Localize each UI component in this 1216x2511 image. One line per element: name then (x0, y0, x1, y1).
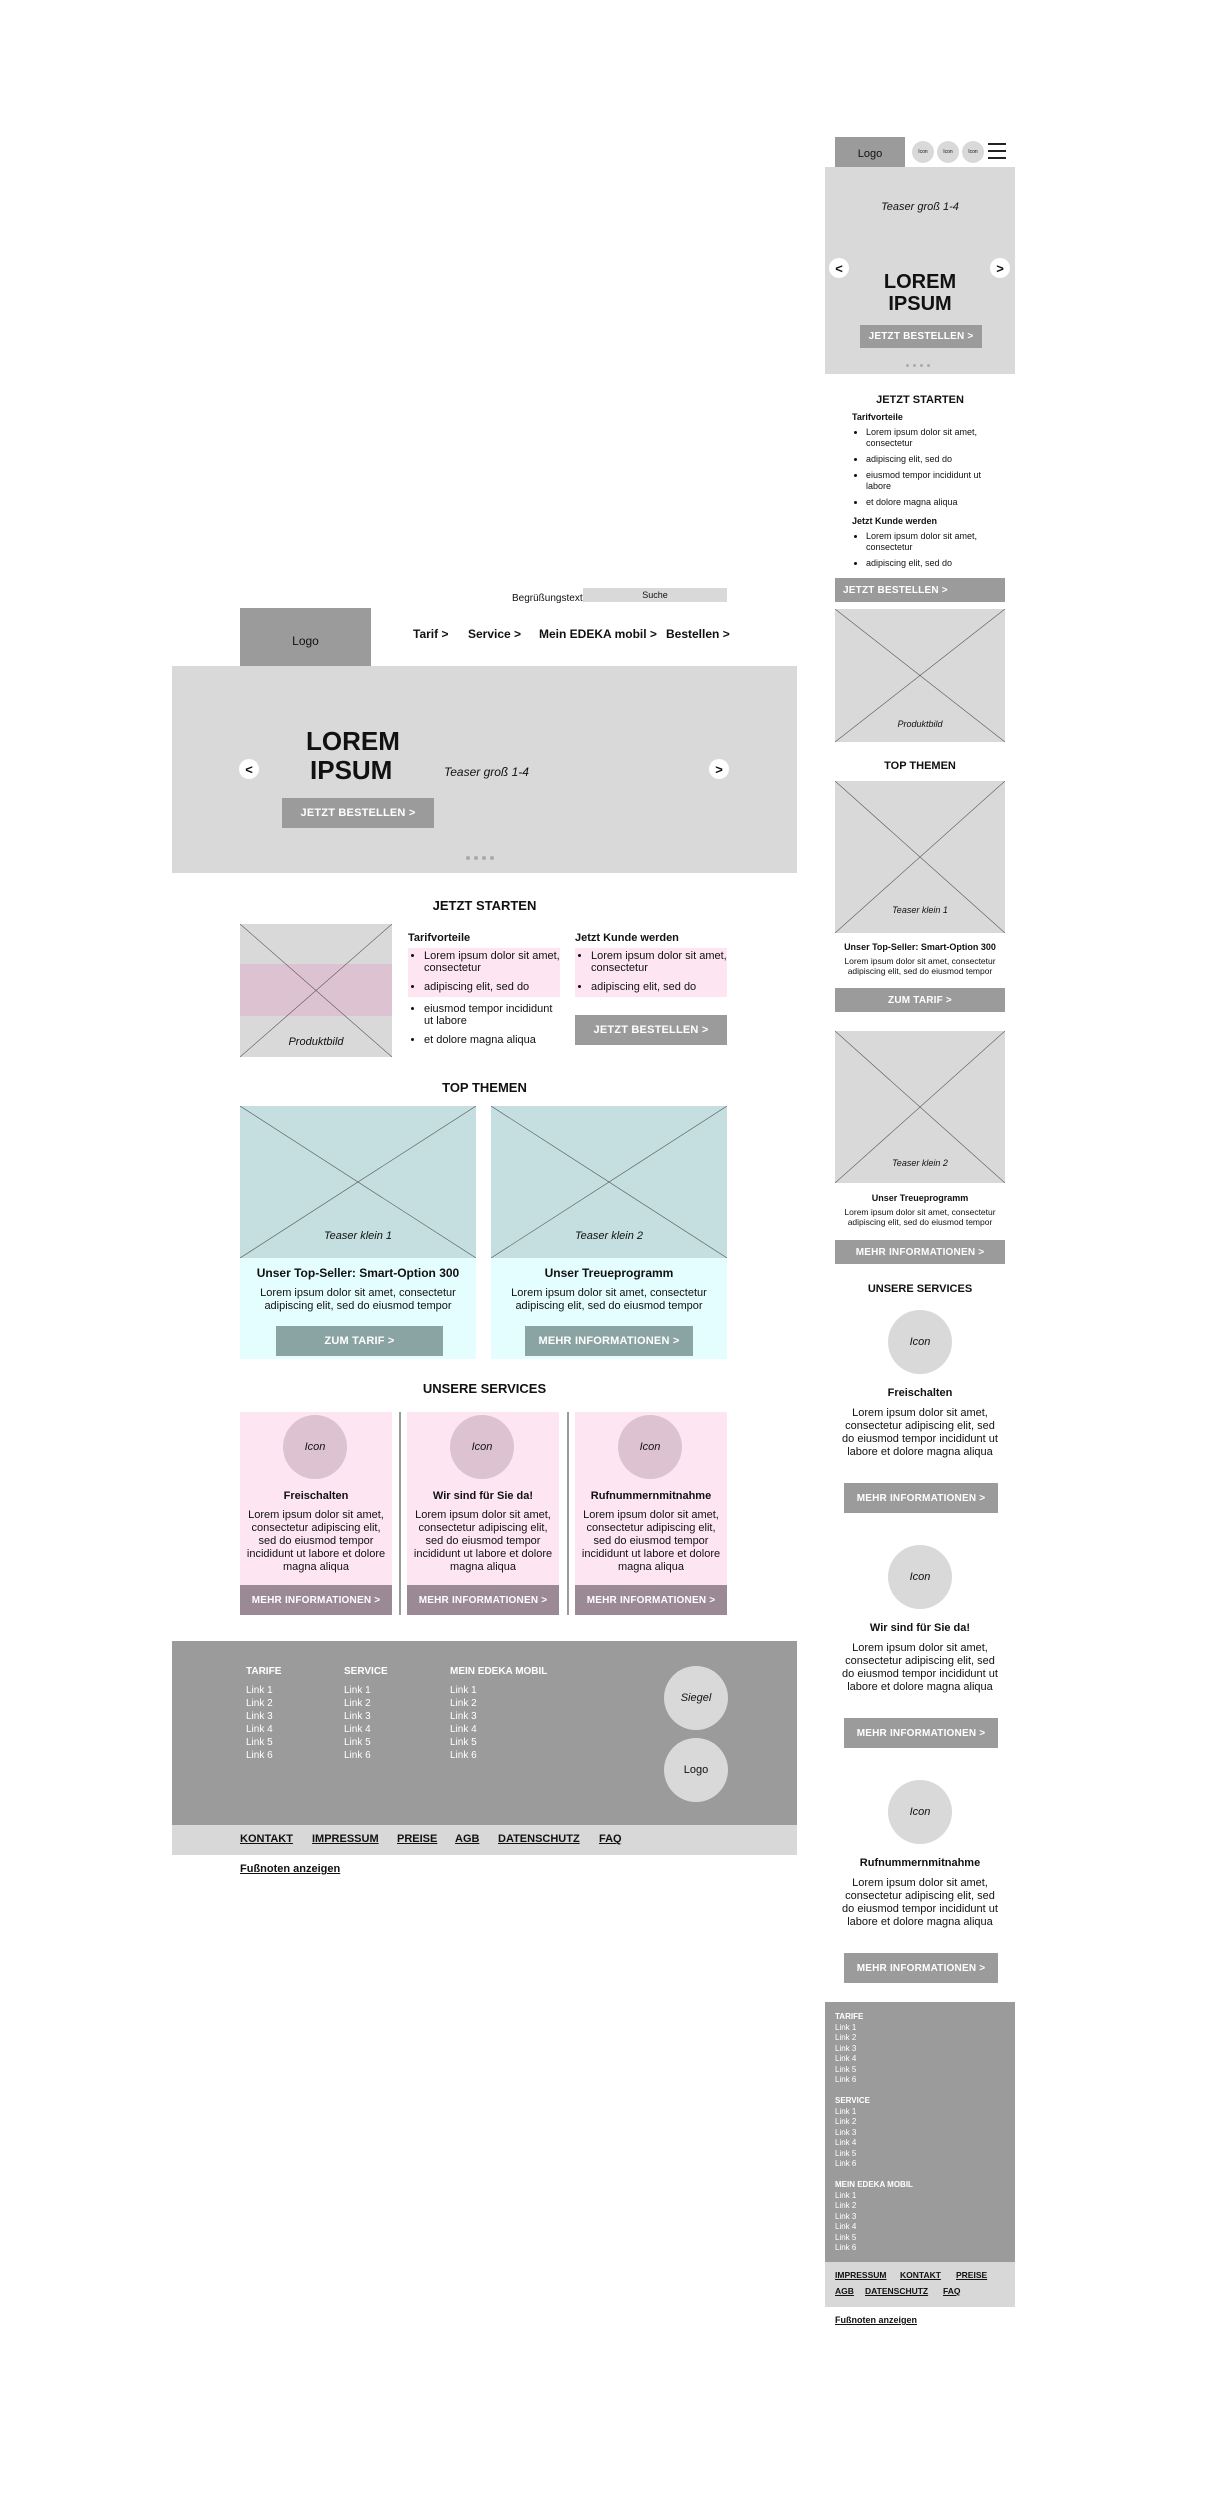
footer-col-title: MEIN EDEKA MOBIL (835, 2180, 913, 2189)
footer-link[interactable]: Link 1 (835, 2106, 857, 2116)
mobile-service-more-info-button[interactable] (844, 1718, 998, 1748)
footer-logo[interactable] (664, 1738, 728, 1802)
mobile-service-more-info-button-label: MEHR INFORMATIONEN > (856, 1962, 986, 1974)
legal-link-datenschutz[interactable]: DATENSCHUTZ (865, 2286, 929, 2296)
mobile-service-title: Freischalten (887, 1387, 953, 1399)
hero-order-button[interactable] (282, 798, 434, 828)
hamburger-menu-icon[interactable] (988, 143, 1006, 159)
footer-link[interactable]: Link 5 (344, 1737, 371, 1748)
mobile-hero-title-line-1: LOREM (883, 271, 957, 293)
footer-link[interactable]: Link 6 (246, 1750, 273, 1761)
service-card-2 (407, 1412, 559, 1615)
mobile-theme-image-label: Teaser klein 2 (892, 1158, 948, 1168)
mobile-logo-label: Logo (857, 147, 883, 160)
mobile-start-heading: JETZT STARTEN (876, 394, 964, 406)
footnotes-link[interactable]: Fußnoten anzeigen (240, 1863, 341, 1875)
nav-item-tarif[interactable]: Tarif > (413, 627, 449, 641)
legal-link-impressum[interactable]: IMPRESSUM (835, 2270, 887, 2280)
nav-item-service[interactable]: Service > (468, 627, 522, 641)
mobile-service-title: Rufnummernmitnahme (859, 1857, 981, 1869)
footer-link[interactable]: Link 6 (344, 1750, 371, 1761)
become-customer-title: Jetzt Kunde werden (575, 932, 679, 944)
list-item: • Lorem ipsum dolor sit amet, consectetur (424, 950, 560, 974)
footer-link[interactable]: Link 5 (835, 2232, 857, 2242)
theme-card-text: Lorem ipsum dolor sit amet, consectetur adipiscing elit, sed do eiusmod tempor (511, 1287, 707, 1312)
legal-link-impressum[interactable]: IMPRESSUM (312, 1833, 379, 1845)
list-item: • adipiscing elit, sed do (591, 981, 727, 993)
mobile-service-more-info-button-label: MEHR INFORMATIONEN > (856, 1727, 986, 1739)
hero-teaser-label: Teaser groß 1-4 (444, 765, 529, 779)
footer-link[interactable]: Link 4 (835, 2054, 857, 2063)
product-image (240, 924, 392, 1057)
mobile-footer-col-mein-edeka-mobil (835, 2180, 913, 2254)
mobile-footer-col-service (835, 2096, 870, 2170)
theme-card-image-label: Teaser klein 2 (574, 1230, 644, 1242)
footer-link[interactable]: Link 3 (344, 1711, 371, 1722)
service-divider (399, 1412, 401, 1615)
seal-label: Siegel (680, 1692, 712, 1704)
mobile-service-icon-label: Icon (909, 1806, 931, 1818)
legal-link-agb[interactable]: AGB (835, 2286, 854, 2296)
nav-item-bestellen[interactable]: Bestellen > (666, 627, 730, 641)
legal-link-agb[interactable]: AGB (455, 1833, 480, 1845)
service-title: Rufnummernmitnahme (590, 1490, 712, 1502)
mobile-theme-text: Lorem ipsum dolor sit amet, consectetur adipiscing elit, sed do eiusmod tempor (844, 956, 996, 976)
start-heading: JETZT STARTEN (432, 898, 537, 913)
mobile-zum-tarif-button-label: ZUM TARIF > (888, 994, 952, 1006)
mobile-service-title: Wir sind für Sie da! (869, 1622, 971, 1634)
hero-next-arrow[interactable] (709, 759, 729, 779)
mobile-service-more-info-button[interactable] (844, 1483, 998, 1513)
footer-logo-label: Logo (683, 1764, 709, 1776)
service-divider (567, 1412, 569, 1615)
mobile-service-icon (888, 1310, 952, 1374)
service-icon-label: Icon (639, 1441, 661, 1453)
benefit-highlight (408, 948, 560, 997)
service-title: Freischalten (283, 1490, 349, 1502)
legal-link-faq[interactable]: FAQ (943, 2286, 961, 2296)
zum-tarif-button-label: ZUM TARIF > (324, 1335, 395, 1347)
search-placeholder: Suche (642, 590, 668, 600)
theme-card-image (240, 1106, 476, 1258)
footer-link[interactable]: Link 3 (835, 2127, 857, 2137)
mobile-service-icon-label: Icon (909, 1571, 931, 1583)
mobile-theme-image-1[interactable] (835, 781, 1005, 933)
mobile-start-order-button-label: JETZT BESTELLEN > (843, 584, 948, 596)
header-icon-1[interactable] (912, 141, 934, 163)
mobile-theme-title: Unser Treueprogramm (871, 1193, 969, 1203)
legal-link-datenschutz[interactable]: DATENSCHUTZ (498, 1833, 580, 1845)
footer-link[interactable]: Link 4 (450, 1724, 477, 1735)
list-item: • adipiscing elit, sed do (424, 981, 560, 993)
service-text: Lorem ipsum dolor sit amet, consectetur adipiscing elit, sed do eiusmod tempor incididunt ut labore et dolore magna aliqua (413, 1509, 553, 1573)
footer-link[interactable]: Link 6 (835, 2159, 857, 2168)
nav-item-mein-edeka-mobil[interactable]: Mein EDEKA mobil > (539, 627, 657, 641)
footer (172, 1641, 797, 1825)
footer-link[interactable]: Link 1 (835, 2190, 857, 2200)
footer-link[interactable]: Link 5 (835, 2064, 857, 2074)
header-icon-label: Icon (968, 149, 978, 155)
start-order-button[interactable] (575, 1015, 727, 1045)
hero-prev-arrow[interactable] (239, 759, 259, 779)
legal-link-kontakt[interactable]: KONTAKT (900, 2270, 941, 2280)
mobile-product-image (835, 609, 1005, 742)
service-text: Lorem ipsum dolor sit amet, consectetur adipiscing elit, sed do eiusmod tempor incididunt ut labore et dolore magna aliqua (246, 1509, 386, 1573)
list-item: • et dolore magna aliqua (866, 497, 1002, 508)
mobile-footer-col-tarife (835, 2012, 863, 2086)
mobile-footer-legal-bar (825, 2262, 1015, 2307)
service-icon-label: Icon (304, 1441, 326, 1453)
footer-link[interactable]: Link 3 (246, 1711, 273, 1722)
list-item: • Lorem ipsum dolor sit amet, consectetur (866, 427, 1002, 449)
footer-col-title: TARIFE (835, 2012, 864, 2021)
chevron-right-icon: > (715, 761, 723, 777)
footer-col-title: MEIN EDEKA MOBIL (450, 1666, 548, 1677)
footer-legal-bar (172, 1825, 797, 1855)
mobile-footnotes-link[interactable]: Fußnoten anzeigen (835, 2315, 917, 2325)
footer-link[interactable]: Link 2 (344, 1698, 371, 1709)
footer-link[interactable]: Link 3 (835, 2211, 857, 2221)
service-more-info-button-label: MEHR INFORMATIONEN > (418, 1594, 548, 1606)
footer-link[interactable]: Link 5 (450, 1737, 477, 1748)
mobile-start-order-button[interactable] (835, 578, 1005, 602)
mobile-theme-title: Unser Top-Seller: Smart-Option 300 (844, 942, 996, 952)
service-more-info-button-label: MEHR INFORMATIONEN > (586, 1594, 716, 1606)
list-item: • eiusmod tempor incididunt ut labore (424, 1003, 560, 1027)
logo[interactable] (240, 608, 371, 674)
hero-order-button-label: JETZT BESTELLEN > (300, 807, 416, 819)
mobile-footer (825, 2002, 1015, 2262)
legal-link-faq[interactable]: FAQ (599, 1833, 622, 1845)
customer-highlight (575, 948, 727, 997)
mobile-service-more-info-button-label: MEHR INFORMATIONEN > (856, 1492, 986, 1504)
service-more-info-button-label: MEHR INFORMATIONEN > (251, 1594, 381, 1606)
mobile-product-image-label: Produktbild (897, 719, 943, 729)
footer-link[interactable]: Link 2 (835, 2201, 857, 2210)
footer-col-mein-edeka-mobil (450, 1665, 547, 1762)
chevron-right-icon: > (996, 260, 1004, 276)
service-more-info-button[interactable] (407, 1585, 559, 1615)
service-card-1 (240, 1412, 392, 1615)
mobile-service-text: Lorem ipsum dolor sit amet, consectetur adipiscing elit, sed do eiusmod tempor incididunt ut labore et dolore magna aliqua (842, 1877, 998, 1928)
theme-card-title: Unser Treueprogramm (544, 1266, 674, 1280)
start-order-button-label: JETZT BESTELLEN > (593, 1024, 709, 1036)
mobile-service-icon (888, 1780, 952, 1844)
mobile-service-text: Lorem ipsum dolor sit amet, consectetur adipiscing elit, sed do eiusmod tempor incididunt ut labore et dolore magna aliqua (842, 1407, 998, 1458)
theme-card-1[interactable] (240, 1106, 476, 1359)
footer-col-service (344, 1665, 388, 1762)
mobile-become-customer-title: Jetzt Kunde werden (852, 516, 938, 526)
mobile-start-list (852, 412, 1002, 569)
carousel-dots[interactable] (464, 856, 496, 860)
service-title: Wir sind für Sie da! (432, 1490, 534, 1502)
footer-link[interactable]: Link 2 (246, 1698, 273, 1709)
mobile-service-text: Lorem ipsum dolor sit amet, consectetur adipiscing elit, sed do eiusmod tempor incididunt ut labore et dolore magna aliqua (842, 1642, 998, 1693)
footer-link[interactable]: Link 4 (246, 1724, 273, 1735)
more-info-button-label: MEHR INFORMATIONEN > (538, 1335, 680, 1347)
footer-link[interactable]: Link 4 (835, 2138, 857, 2147)
greeting-text: Begrüßungstext (512, 593, 583, 604)
service-card-3 (575, 1412, 727, 1615)
footer-link[interactable]: Link 6 (835, 2243, 857, 2252)
mobile-more-info-button-label: MEHR INFORMATIONEN > (855, 1246, 985, 1258)
footer-link[interactable]: Link 2 (450, 1698, 477, 1709)
services-heading: UNSERE SERVICES (422, 1381, 547, 1396)
service-text: Lorem ipsum dolor sit amet, consectetur adipiscing elit, sed do eiusmod tempor incididunt ut labore et dolore magna aliqua (581, 1509, 721, 1573)
footer-col-tarife (246, 1665, 281, 1762)
footer-link[interactable]: Link 6 (835, 2075, 857, 2084)
mobile-hero-title-line-2: IPSUM (888, 293, 952, 315)
list-item: • eiusmod tempor incididunt ut labore (866, 470, 1002, 492)
footer-link[interactable]: Link 1 (835, 2022, 857, 2032)
search-input[interactable] (583, 588, 727, 602)
legal-link-preise[interactable]: PREISE (956, 2270, 988, 2280)
mobile-service-icon (888, 1545, 952, 1609)
footer-col-title: TARIFE (246, 1666, 282, 1677)
tarif-benefits (408, 932, 560, 1046)
legal-link-kontakt[interactable]: KONTAKT (240, 1833, 293, 1845)
footer-link[interactable]: Link 2 (835, 2117, 857, 2126)
header-icon-label: Icon (918, 149, 928, 155)
footer-link[interactable]: Link 3 (450, 1711, 477, 1722)
service-icon (450, 1415, 514, 1479)
theme-card-image-label: Teaser klein 1 (323, 1230, 393, 1242)
header-icon-2[interactable] (937, 141, 959, 163)
footer-link[interactable]: Link 1 (344, 1685, 371, 1696)
logo-label: Logo (292, 634, 319, 648)
chevron-left-icon: < (835, 260, 843, 276)
theme-card-text: Lorem ipsum dolor sit amet, consectetur adipiscing elit, sed do eiusmod tempor (260, 1287, 456, 1312)
hero-teaser (172, 666, 797, 873)
themes-heading: TOP THEMEN (442, 1080, 527, 1095)
mobile-carousel-dots[interactable] (904, 363, 932, 367)
footer-link[interactable]: Link 1 (246, 1685, 273, 1696)
mobile-logo[interactable] (835, 137, 905, 170)
mobile-hero-teaser (825, 167, 1015, 374)
product-image-label: Produktbild (288, 1036, 344, 1048)
hero-title-line-2: IPSUM (310, 755, 393, 785)
mobile-hero-order-button-label: JETZT BESTELLEN > (868, 331, 974, 342)
list-item: • et dolore magna aliqua (424, 1034, 560, 1046)
mobile-more-info-button[interactable] (835, 1240, 1005, 1264)
mobile-zum-tarif-button[interactable] (835, 988, 1005, 1012)
seal-badge (664, 1666, 728, 1730)
list-item: • Lorem ipsum dolor sit amet, consectetur (591, 950, 727, 974)
service-icon-label: Icon (471, 1441, 493, 1453)
mobile-theme-image-label: Teaser klein 1 (892, 905, 948, 915)
footer-link[interactable]: Link 4 (344, 1724, 371, 1735)
mobile-theme-image-2[interactable] (835, 1031, 1005, 1183)
footer-link[interactable]: Link 4 (835, 2222, 857, 2231)
theme-card-image (491, 1106, 727, 1258)
mobile-themes-heading: TOP THEMEN (884, 760, 956, 772)
header-icon-3[interactable] (962, 141, 984, 163)
mobile-tarif-benefits-title: Tarifvorteile (852, 412, 903, 422)
mobile-services-heading: UNSERE SERVICES (867, 1283, 973, 1295)
theme-card-title: Unser Top-Seller: Smart-Option 300 (256, 1266, 460, 1280)
mobile-hero-order-button[interactable] (860, 325, 982, 348)
zum-tarif-button[interactable] (276, 1326, 443, 1356)
header-icon-label: Icon (943, 149, 953, 155)
footer-link[interactable]: Link 5 (835, 2148, 857, 2158)
service-icon (618, 1415, 682, 1479)
mobile-service-more-info-button[interactable] (844, 1953, 998, 1983)
become-customer (575, 932, 727, 997)
tarif-benefits-title: Tarifvorteile (408, 932, 471, 944)
footer-link[interactable]: Link 3 (835, 2043, 857, 2053)
legal-link-preise[interactable]: PREISE (397, 1833, 438, 1845)
list-item: • Lorem ipsum dolor sit amet, consectetur (866, 531, 1002, 553)
theme-card-2[interactable] (491, 1106, 727, 1359)
mobile-service-icon-label: Icon (909, 1336, 931, 1348)
list-item: • adipiscing elit, sed do (866, 454, 1002, 465)
footer-link[interactable]: Link 2 (835, 2033, 857, 2042)
list-item: • adipiscing elit, sed do (866, 558, 1002, 569)
more-info-button[interactable] (525, 1326, 693, 1356)
footer-link[interactable]: Link 5 (246, 1737, 273, 1748)
footer-col-title: SERVICE (344, 1666, 388, 1677)
footer-col-title: SERVICE (835, 2096, 870, 2105)
footer-link[interactable]: Link 1 (450, 1685, 477, 1696)
footer-link[interactable]: Link 6 (450, 1750, 477, 1761)
hero-title-line-1: LOREM (306, 726, 400, 756)
service-more-info-button[interactable] (240, 1585, 392, 1615)
mobile-hero-teaser-label: Teaser groß 1-4 (881, 201, 959, 213)
service-more-info-button[interactable] (575, 1585, 727, 1615)
chevron-left-icon: < (245, 761, 253, 777)
service-icon (283, 1415, 347, 1479)
mobile-theme-text: Lorem ipsum dolor sit amet, consectetur adipiscing elit, sed do eiusmod tempor (844, 1207, 996, 1227)
